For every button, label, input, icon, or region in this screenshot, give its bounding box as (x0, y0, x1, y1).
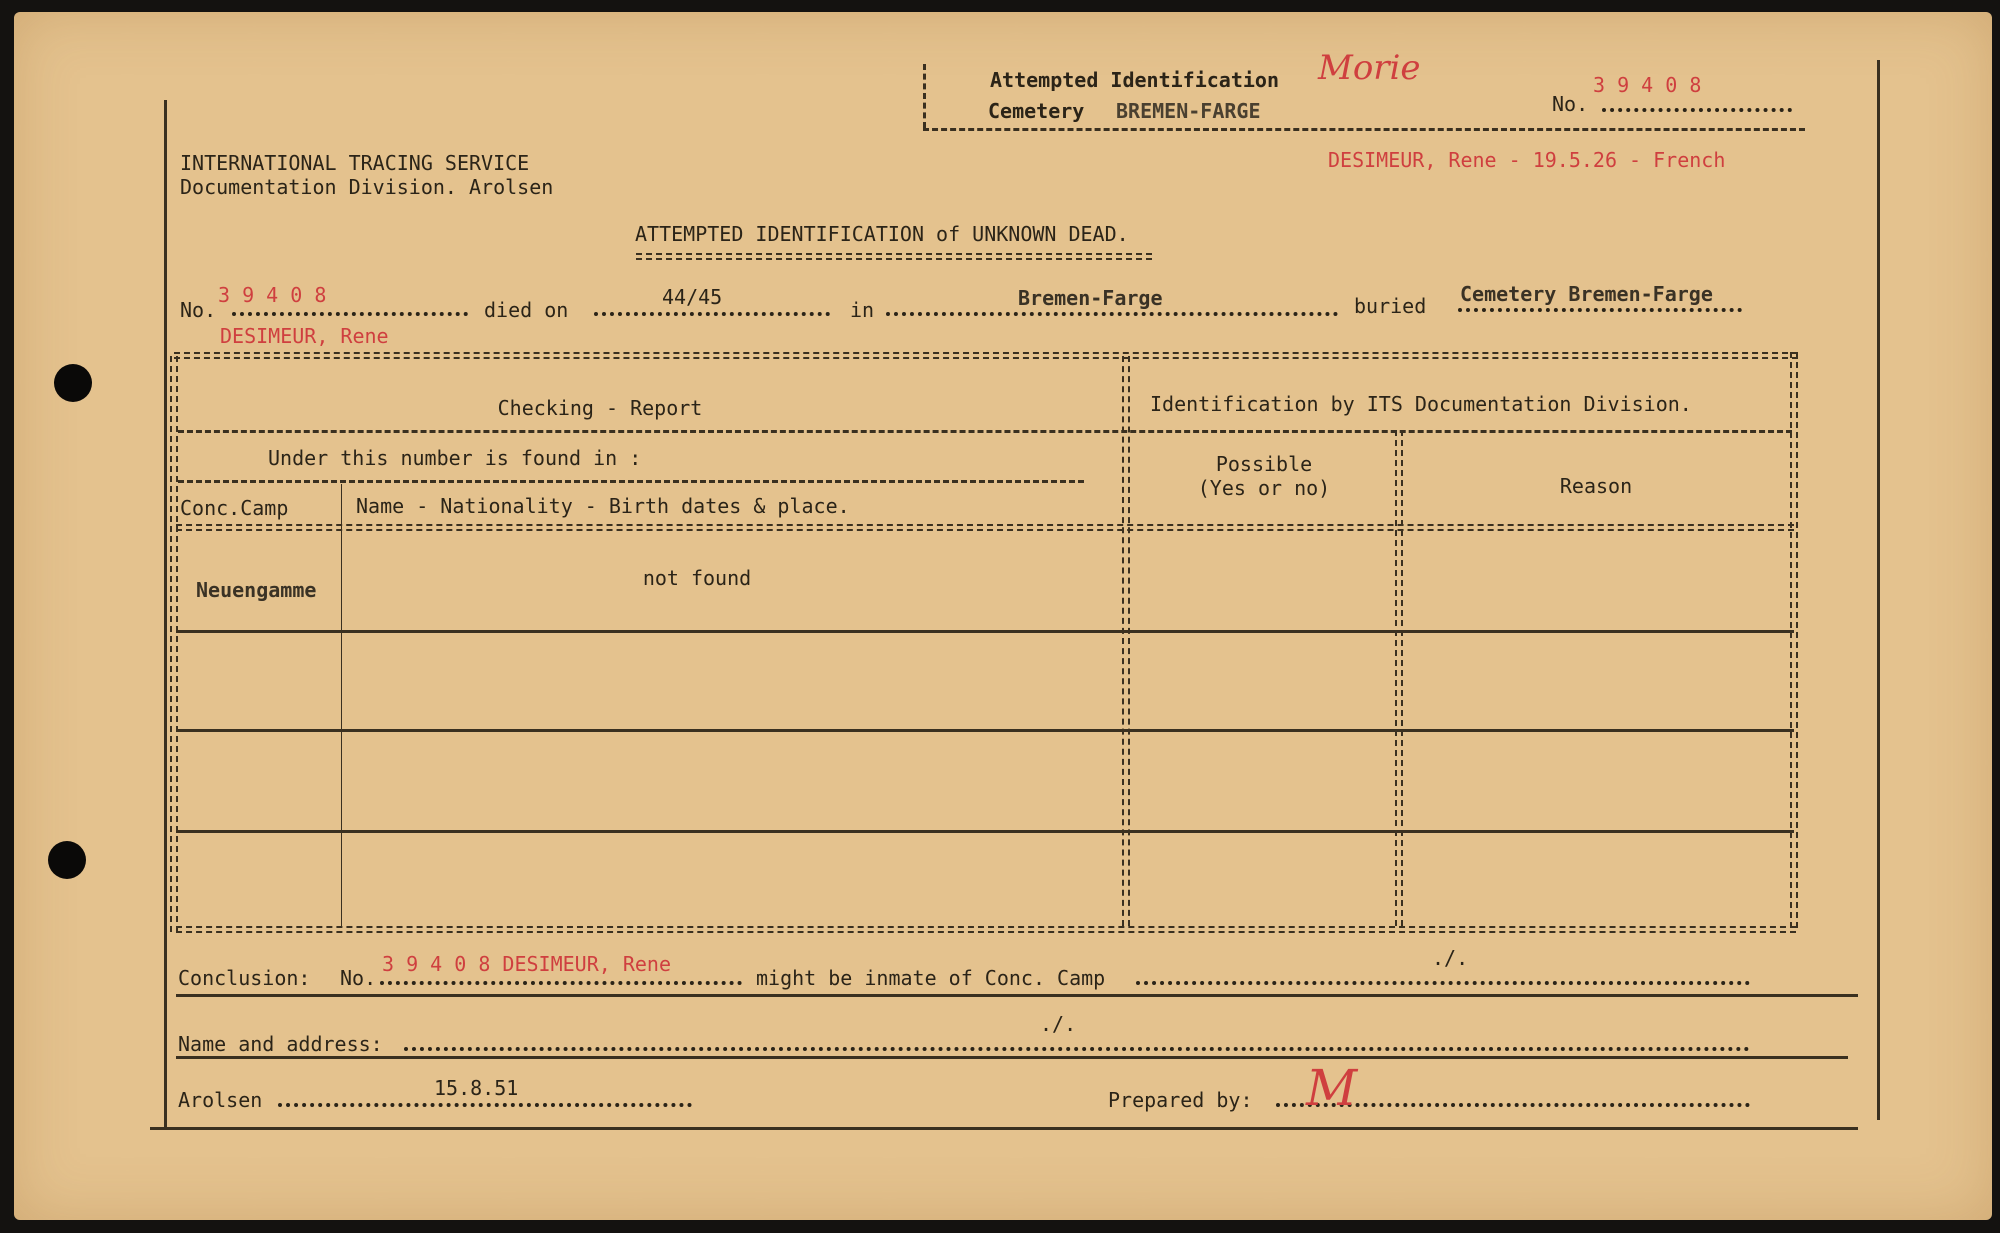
stamp-line1: Attempted Identification (990, 68, 1279, 92)
row-separator-1 (176, 630, 1794, 633)
col-header-possible-2: (Yes or no) (1197, 476, 1331, 500)
record-no-dotline (232, 312, 468, 316)
column-header-separator (176, 524, 1794, 531)
footer-prepared-label: Prepared by: (1108, 1088, 1253, 1112)
title-underline (636, 253, 1152, 260)
table-right-border (1790, 352, 1798, 928)
conclusion-no-value: 3 9 4 0 8 DESIMEUR, Rene (382, 952, 671, 976)
table-divider-camp-name (341, 484, 342, 926)
col-header-possible-1: Possible (1215, 452, 1313, 476)
footer-date-dotline (278, 1103, 692, 1107)
col-header-reason: Reason (1559, 474, 1633, 498)
conclusion-no-label: No. (340, 966, 377, 990)
punch-hole-bottom (48, 841, 86, 879)
conclusion-label: Conclusion: (178, 966, 311, 990)
frame-bottom-line (150, 1127, 1858, 1130)
conclusion-no-dotline (380, 981, 742, 985)
address-label: Name and address: (178, 1032, 383, 1056)
record-in-label: in (850, 298, 875, 322)
record-buried-value: Cemetery Bremen-Farge (1460, 282, 1713, 306)
record-buried-dotline (1458, 308, 1742, 312)
frame-right-line (1877, 60, 1880, 1120)
punch-hole-top (54, 364, 92, 402)
table-top-border (174, 352, 1798, 359)
stamp-no-dotline (1602, 108, 1792, 112)
table-bottom-border (176, 926, 1796, 933)
record-buried-label: buried (1354, 294, 1427, 318)
under-number-separator (178, 480, 1084, 483)
address-underline (176, 1056, 1848, 1059)
footer-date-value: 15.8.51 (434, 1076, 519, 1100)
header-separator (178, 430, 1792, 433)
checking-report-header: Checking - Report (497, 396, 703, 420)
stamp-no-value: 3 9 4 0 8 (1593, 73, 1702, 97)
record-in-dotline (886, 312, 1338, 316)
stamp-left-border (923, 64, 926, 128)
org-name: INTERNATIONAL TRACING SERVICE (180, 151, 530, 175)
record-person-name: DESIMEUR, Rene (220, 324, 389, 348)
record-in-value: Bremen-Farge (1018, 286, 1163, 310)
record-no-value: 3 9 4 0 8 (218, 283, 327, 307)
table-left-border (170, 356, 178, 932)
identification-header: Identification by ITS Documentation Division. (1150, 392, 1692, 416)
stamp-handwritten-note: Morie (1318, 48, 1421, 88)
stamp-bottom-border (923, 128, 1805, 131)
conclusion-camp-dotline (1136, 981, 1750, 985)
document-title: ATTEMPTED IDENTIFICATION of UNKNOWN DEAD. (635, 222, 1129, 246)
row1-camp: Neuengamme (196, 578, 317, 602)
row-separator-2 (176, 729, 1794, 732)
frame-left-line (164, 100, 167, 1130)
stamp-cemetery-label: Cemetery (988, 99, 1085, 123)
record-died-label: died on (484, 298, 569, 322)
stamp-cemetery-value: BREMEN-FARGE (1116, 99, 1261, 123)
footer-prepared-initials: M (1306, 1059, 1358, 1117)
under-number-text: Under this number is found in : (268, 446, 642, 470)
row1-name: not found (642, 566, 752, 590)
conclusion-underline (176, 994, 1858, 997)
footer-place-label: Arolsen (178, 1088, 263, 1112)
row-separator-3 (176, 830, 1794, 833)
conclusion-camp-label: might be inmate of Conc. Camp (756, 966, 1106, 990)
org-division: Documentation Division. Arolsen (180, 175, 554, 199)
address-dotline (404, 1047, 1750, 1051)
record-died-dotline (594, 312, 830, 316)
col-header-camp: Conc.Camp (180, 496, 289, 520)
person-identity-line: DESIMEUR, Rene - 19.5.26 - French (1328, 148, 1726, 172)
conclusion-camp-value: ./. (1432, 946, 1469, 970)
stamp-no-label: No. (1552, 92, 1589, 116)
col-header-name: Name - Nationality - Birth dates & place. (356, 494, 850, 518)
table-divider-possible-reason (1395, 430, 1403, 926)
table-divider-checking-identification (1122, 356, 1130, 926)
record-died-value: 44/45 (662, 285, 723, 309)
address-value: ./. (1040, 1012, 1077, 1036)
record-no-label: No. (180, 298, 217, 322)
